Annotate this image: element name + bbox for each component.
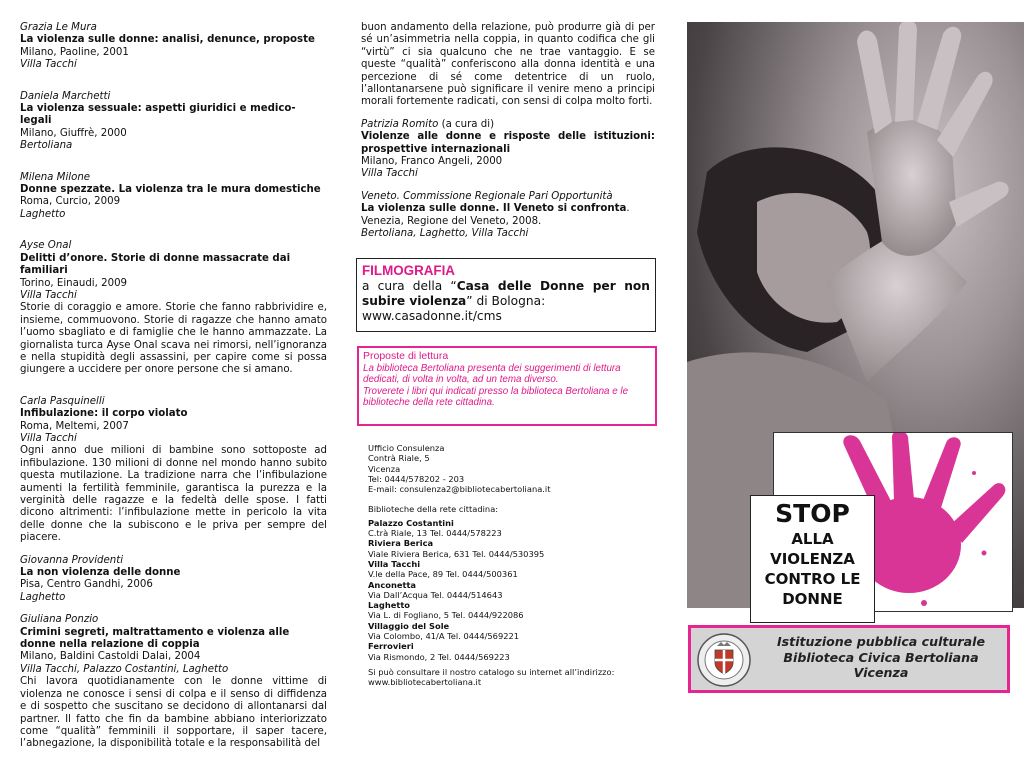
book-entry (20, 614, 327, 750)
book-publisher: Milano, Paoline, 2001 (20, 46, 129, 58)
book-author: Ayse Onal (20, 240, 72, 252)
catalog-url[interactable]: www.bibliotecabertoliana.it (368, 677, 482, 688)
book-description: Storie di coraggio e amore. Storie che fanno rabbrividire e, insieme, commuovono. Storie di ragazze che hanno amato l’uomo sbagliato e di famiglie che le hanno ammazzate. La giornalista turca Ayse Onal scava nei rimorsi, nell’ignoranza e nella stupidità degli assassini, per capire come si possa giungere a uccidere per onore persone che si amano. (20, 302, 327, 376)
book-title: Crimini segreti, maltrattamento e violenza alle donne nella relazione di coppia (20, 626, 290, 651)
book-author: Giuliana Ponzio (20, 614, 99, 626)
stop-violence-box (750, 495, 875, 623)
author-note: (a cura di) (438, 118, 495, 130)
catalog-note: Si può consultare il nostro catalogo su internet all’indirizzo: (368, 666, 615, 677)
book-title: Donne spezzate. La violenza tra le mura domestiche (20, 184, 321, 196)
network-title: Biblioteche della rete cittadina: (368, 504, 499, 515)
library-name: Riviera Berica (368, 538, 434, 549)
book-author: Milena Milone (20, 171, 91, 183)
office-line: Vicenza (368, 463, 401, 474)
library-name: Laghetto (368, 600, 410, 611)
library-name: Ferrovieri (368, 641, 414, 652)
book-author: Patrizia Romito (361, 118, 439, 130)
bibliography-column-1 (20, 22, 327, 761)
book-publisher: Roma, Meltemi, 2007 (20, 420, 129, 432)
book-title: La non violenza delle donne (20, 567, 181, 579)
book-author: Veneto. Commissione Regionale Pari Opportunità (361, 190, 613, 202)
institution-line: Biblioteca Civica Bertoliana (783, 649, 979, 665)
bertoliana-seal-logo (697, 633, 751, 687)
book-description: Ogni anno due milioni di bambine sono sottoposte ad infibulazione. 130 milioni di donne nel mondo hanno subito questa mutilazione. La tradizione narra che l’infibulazione aumenti la fertilità femminile, garantisca la purezza e la verginità delle ragazze e la fedeltà delle spose. I fatti dicono altrimenti: l’infibulazione mette in pericolo la vita delle donne che la subiscono e le priva per sempre del piacere. (20, 445, 327, 544)
book-entry (20, 555, 327, 605)
book-location: Laghetto (20, 208, 66, 220)
book-publisher: Milano, Franco Angeli, 2000 (361, 156, 503, 168)
book-author: Carla Pasquinelli (20, 395, 105, 407)
book-publisher: Roma, Curcio, 2009 (20, 196, 121, 208)
stop-line: ALLA (791, 530, 834, 548)
library-address: Via Dall’Acqua Tel. 0444/514643 (368, 589, 503, 600)
stop-line: CONTRO LE (764, 570, 861, 588)
book-entry (20, 172, 327, 222)
filmografia-org: Casa delle Donne per non subire violenza (362, 279, 650, 308)
book-title: Infibulazione: il corpo violato (20, 408, 188, 420)
book-entry (20, 91, 327, 153)
institution-line: Vicenza (853, 665, 909, 680)
book-entry: Veneto. Commissione Regionale Pari Opportunità La violenza sulle donne. Il Veneto si confronta. Venezia, Regione del Veneto, 2008. Bertoliana, Laghetto, Villa Tacchi (361, 191, 655, 241)
book-entry (20, 396, 327, 545)
library-name: Villaggio del Sole (368, 620, 450, 631)
book-description: Chi lavora quotidianamente con le donne vittime di violenza ne conosce i sensi di colpa e il senso di diffidenza e di sospetto che suscitano se decidono di allontanarsi dal partner. Il fatto che fin da bambine abbiano interiorizzato come “qualità” femminili il sopportare, il saper tacere, l’abnegazione, la disponibilità totale e la responsabilità del (20, 676, 327, 750)
book-location: Bertoliana, Laghetto, Villa Tacchi (361, 228, 529, 240)
filmografia-url[interactable]: www.casadonne.it/cms (362, 309, 502, 323)
book-title: Delitti d’onore. Storie di donne massacrate dai familiari (20, 252, 291, 277)
contacts-block (368, 443, 658, 688)
stop-line: VIOLENZA (770, 550, 855, 568)
book-author: Daniela Marchetti (20, 90, 111, 102)
library-name: Palazzo Costantini (368, 517, 454, 528)
book-location: Villa Tacchi (361, 168, 418, 180)
institution-banner (688, 625, 1010, 693)
filmografia-heading: FILMOGRAFIA (362, 263, 455, 278)
filmografia-box: FILMOGRAFIA a cura della “Casa delle Donne per non subire violenza” di Bologna: www.casadonne.it/cms (356, 258, 656, 332)
office-line: Contrà Riale, 5 (368, 453, 430, 464)
stop-line: DONNE (782, 590, 843, 608)
book-title: La violenza sulle donne: analisi, denunce, proposte (20, 34, 315, 46)
book-entry (361, 119, 655, 181)
book-location: Villa Tacchi (20, 289, 77, 301)
office-email[interactable]: E-mail: consulenza2@bibliotecabertoliana.it (368, 484, 551, 495)
stop-title: STOP (775, 499, 850, 528)
proposte-title: Proposte di lettura (363, 350, 449, 362)
book-publisher: Milano, Baldini Castoldi Dalai, 2004 (20, 651, 201, 663)
book-location: Laghetto (20, 591, 66, 603)
book-location: Bertoliana (20, 140, 73, 152)
library-address: C.trà Riale, 13 Tel. 0444/578223 (368, 528, 502, 539)
library-address: Via L. di Foglianо, 5 Tel. 0444/922086 (368, 610, 524, 621)
book-location: Villa Tacchi, Palazzo Costantini, Laghetto (20, 663, 229, 675)
proposte-box (357, 346, 657, 426)
library-address: Viale Riviera Berica, 631 Tel. 0444/530395 (368, 548, 545, 559)
book-publisher: Pisa, Centro Gandhi, 2006 (20, 579, 153, 591)
book-title: La violenza sulle donne. Il Veneto si confronta (361, 203, 627, 215)
office-line: Ufficio Consulenza (368, 443, 445, 453)
office-line: Tel: 0444/578202 - 203 (368, 473, 465, 484)
book-location: Villa Tacchi (20, 432, 77, 444)
library-name: Villa Tacchi (368, 558, 421, 569)
book-author: Grazia Le Mura (20, 22, 97, 33)
book-publisher: Torino, Einaudi, 2009 (20, 277, 128, 289)
book-title: Violenze alle donne e risposte delle istituzioni: prospettive internazionali (361, 131, 655, 155)
proposte-text: Troverete i libri qui indicati presso la biblioteca Bertoliana e le biblioteche della rete cittadina. (363, 385, 629, 409)
book-author: Giovanna Providenti (20, 554, 124, 566)
book-title: La violenza sessuale: aspetti giuridici e medico-legali (20, 103, 296, 127)
library-address: Via Rismondo, 2 Tel. 0444/569223 (368, 651, 510, 662)
bibliography-column-2 (361, 22, 655, 251)
institution-text (761, 634, 1001, 681)
library-address: V.le della Pace, 89 Tel. 0444/500361 (368, 569, 518, 580)
book-location: Villa Tacchi (20, 59, 77, 71)
institution-line: Istituzione pubblica culturale (777, 634, 985, 649)
book-publisher: Venezia, Regione del Veneto, 2008. (361, 215, 542, 227)
continued-description: buon andamento della relazione, può produrre già di per sé un’asimmetria nella coppia, in quanto codifica che gli “virtù” ci sia qualcuno che ne trae vantaggio. E se queste “qualità” conferiscono alla donna identità e una percezione di sé come detentrice di un ruolo, l’allontanarsene può significare il venire meno a principi morali fortemente radicati, con sensi di colpa molto forti. (361, 22, 655, 108)
library-address: Via Colombo, 41/A Tel. 0444/569221 (368, 631, 520, 642)
book-entry (20, 240, 327, 376)
book-entry (20, 22, 327, 72)
book-publisher: Milano, Giuffrè, 2000 (20, 127, 127, 139)
library-name: Anconetta (368, 579, 417, 590)
proposte-text: La biblioteca Bertoliana presenta dei suggerimenti di lettura dedicati, di volta in volta, ad un tema diverso. (363, 362, 621, 386)
